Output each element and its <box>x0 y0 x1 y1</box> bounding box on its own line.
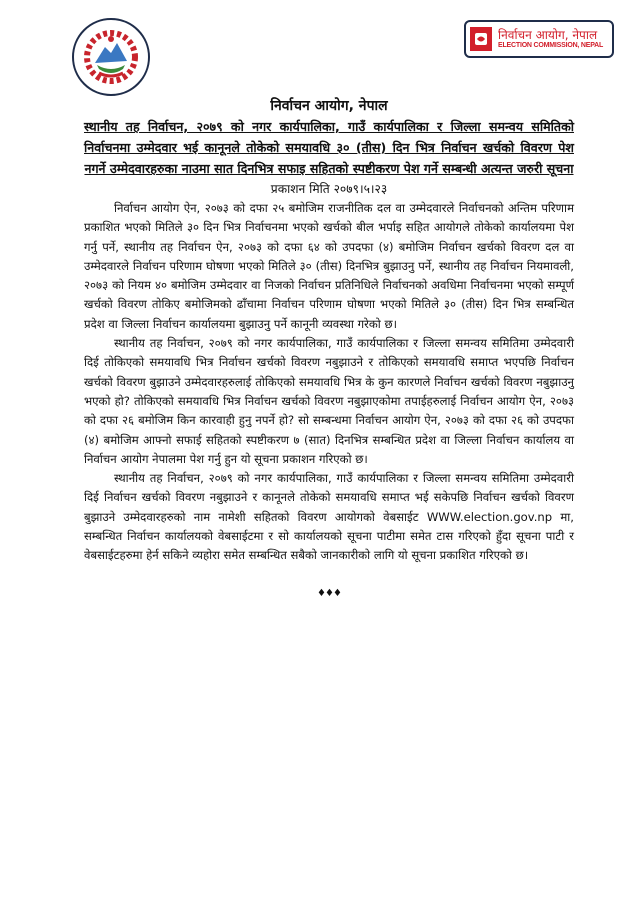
notice-body <box>84 96 574 603</box>
election-commission-logo-icon <box>470 27 492 51</box>
paragraph-1: निर्वाचन आयोग ऐन, २०७३ को दफा २५ बमोजिम राजनीतिक दल वा उम्मेदवारले निर्वाचनको अन्तिम परिणाम प्रकाशित भएको मितिले ३० दिन भित्र निर्वाचनमा भएको खर्चको बील भर्पाइ सहित आयोगले तोकेको कार्यालयमा पेश गर्नु पर्ने, स्थानीय तह निर्वाचन ऐन, २०७३ को दफा ६४ को उपदफा (४) बमोजिम निर्वाचन खर्चको विवरण दल वा उम्मेदवारले निर्वाचन परिणाम घोषणा भएको मितिले ३० (तीस) दिनभित्र बुझाउनु पर्ने, स्थानीय तह निर्वाचन नियमावली, २०७३ को नियम ४० बमोजिम उम्मेदवार वा निजको निर्वाचन प्रतिनिधिले निर्वाचनको अवधिमा निर्वाचनमा भएको सम्पूर्ण खर्चको विवरण तोकिए बमोजिमको ढाँचामा निर्वाचन परिणाम घोषणा भएको मितिले ३० (तीस) दिन भित्र सम्बन्धित प्रदेश वा जिल्ला निर्वाचन कार्यालयमा बुझाउनु पर्ने कानूनी व्यवस्था गरेको छ। <box>84 201 574 331</box>
paragraph-2: स्थानीय तह निर्वाचन, २०७९ को नगर कार्यपालिका, गाउँ कार्यपालिका र जिल्ला समन्वय समितिमा उम्मेदवारी दिई तोकिएको समयावधि भित्र निर्वाचन खर्चको विवरण नबुझाउने र तोकिएको समयावधि समाप्त भएपछि निर्वाचन खर्चको विवरण बुझाउने उम्मेदवारहरुलाई तोकिएको समयावधि भित्र के कुन कारणले निर्वाचन खर्चको विवरण नबुझाउनु भएको हो? तोकिएको समयावधि भित्र निर्वाचन खर्चको विवरण नबुझाएकोमा तपाईहरुलाई निर्वाचन आयोग ऐन, २०७३ को दफा २६ बमोजिम किन कारवाही हुनु नपर्ने हो? सो सम्बन्धमा निर्वाचन आयोग ऐन, २०७३ को दफा २६ को उपदफा (४) बमोजिम आफ्नो सफाई सहितको स्पष्टीकरण ७ (सात) दिनभित्र सम्बन्धित प्रदेश वा जिल्ला निर्वाचन कार्यालय वा निर्वाचन आयोग नेपालमा पेश गर्नु हुन यो सूचना प्रकाशन गरिएको छ। <box>84 336 574 466</box>
brand-name-english: ELECTION COMMISSION, NEPAL <box>498 41 604 49</box>
nepal-emblem-logo <box>72 18 150 96</box>
organization-heading: निर्वाचन आयोग, नेपाल <box>270 98 388 114</box>
publication-date: प्रकाशन मिति २०७९।५।२३ <box>270 182 388 196</box>
paragraph-3: स्थानीय तह निर्वाचन, २०७९ को नगर कार्यपालिका, गाउँ कार्यपालिका र जिल्ला समन्वय समितिमा उम्मेदवारी दिई निर्वाचन खर्चको विवरण नबुझाउने र कानूनले तोकेको समयावधि समाप्त भई सकेपछि निर्वाचन खर्चको विवरण बुझाउने उम्मेदवारहरुको नाम नामेशी सहितको विवरण आयोगको वेबसाईट WWW.election.gov.np मा, सम्बन्धित निर्वाचन कार्यालयको वेबसाईटमा र सो कार्यालयको सूचना पाटीमा समेत टास गरिएको हुँदा सूचना पाटी र वेबसाईटहरुमा हेर्न सकिने व्यहोरा समेत सम्बन्धित सबैको जानकारीको लागि यो सूचना प्रकाशित गरिएको छ। <box>84 471 574 563</box>
brand-name-nepali: निर्वाचन आयोग, नेपाल <box>498 28 598 43</box>
end-of-notice-mark: ♦♦♦ <box>317 587 341 599</box>
notice-headline: स्थानीय तह निर्वाचन, २०७९ को नगर कार्यपालिका, गाउँ कार्यपालिका र जिल्ला समन्वय समितिको निर्वाचनमा उम्मेदवार भई कानूनले तोकेको समयावधि ३० (तीस) दिन भित्र निर्वाचन खर्चको विवरण पेश नगर्ने उम्मेदवारहरुका नाउमा सात दिनभित्र सफाइ सहितको स्पष्टीकरण पेश गर्ने सम्बन्धी अत्यन्त जरुरी सूचना <box>84 119 574 176</box>
election-commission-brand <box>464 20 614 58</box>
nepal-emblem-icon <box>83 29 139 85</box>
